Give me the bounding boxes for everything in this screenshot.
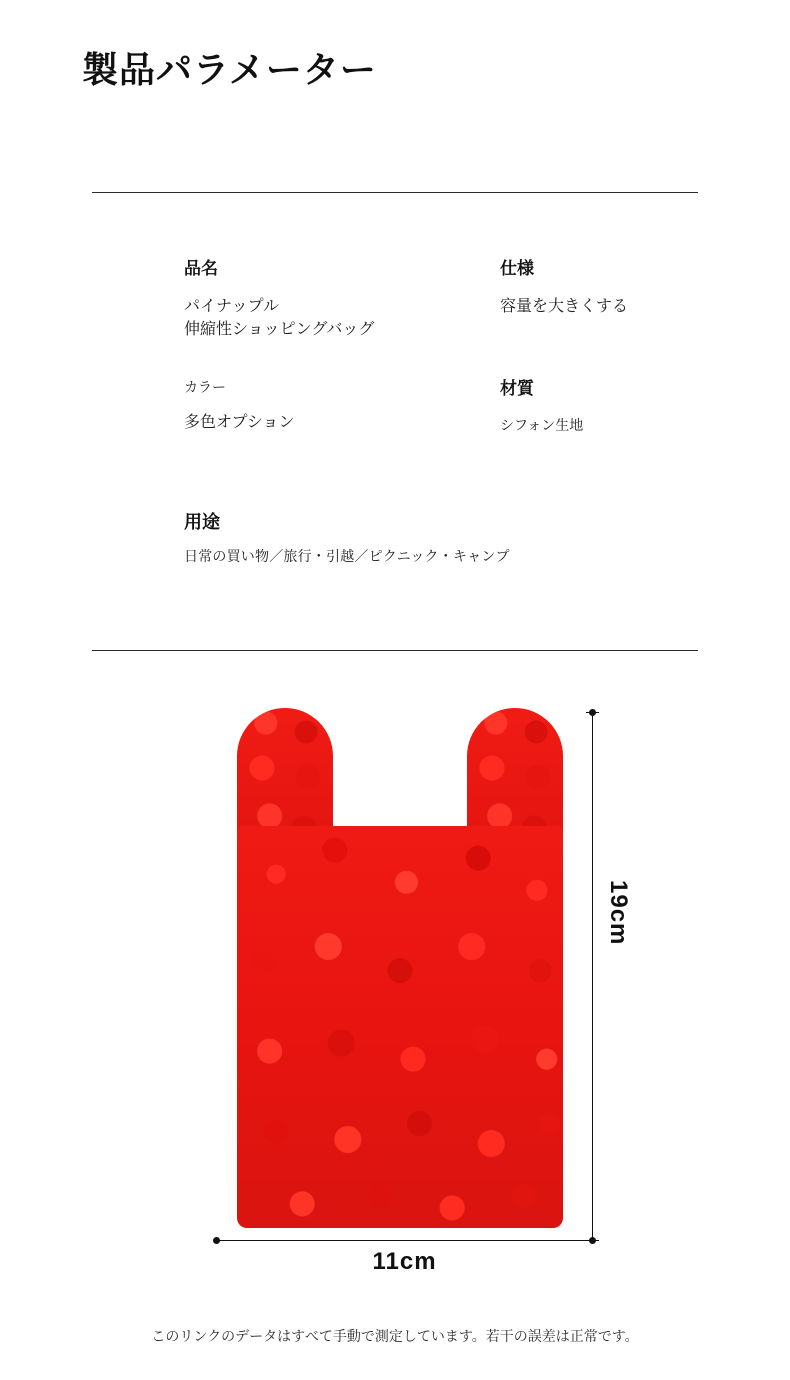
measurement-footnote: このリンクのデータはすべて手動で測定しています。若干の誤差は正常です。	[151, 1328, 639, 1344]
spec-cell-product-name	[184, 258, 484, 341]
dimension-line-vertical	[592, 712, 593, 1240]
product-photo	[0, 690, 790, 1270]
spec-value-color: 多色オプション	[184, 413, 295, 431]
spec-row	[0, 258, 790, 378]
spec-label-specification: 仕様	[500, 259, 534, 278]
page-title: 製品パラメーター	[82, 49, 377, 90]
spec-value-specification: 容量を大きくする	[500, 297, 629, 315]
divider-bottom	[92, 650, 698, 651]
product-image-bag	[215, 708, 585, 1228]
spec-value-product-name-line1: パイナップル	[184, 297, 280, 315]
bag-handle-notch	[351, 708, 449, 826]
dimension-line-horizontal	[216, 1240, 593, 1241]
spec-label-material: 材質	[500, 379, 534, 398]
spec-value-material: シフォン生地	[500, 416, 584, 433]
spec-label-usage: 用途	[184, 512, 220, 532]
divider-top	[92, 192, 698, 193]
spec-label-color: カラー	[184, 379, 226, 395]
spec-row	[0, 378, 790, 488]
dimension-label-width: 11cm	[372, 1248, 437, 1275]
spec-table	[0, 258, 790, 488]
spec-label-product-name: 品名	[184, 259, 218, 278]
spec-value-usage: 日常の買い物／旅行・引越／ピクニック・キャンプ	[184, 548, 510, 564]
spec-value-product-name-line2: 伸縮性ショッピングバッグ	[184, 321, 375, 339]
bag-body	[237, 826, 563, 1228]
bag-illustration	[215, 708, 585, 1228]
dimension-label-height: 19cm	[605, 880, 632, 946]
spec-cell-color	[184, 378, 484, 434]
spec-cell-material	[500, 378, 770, 435]
spec-value-product-name	[184, 295, 484, 341]
spec-cell-specification	[500, 258, 770, 318]
